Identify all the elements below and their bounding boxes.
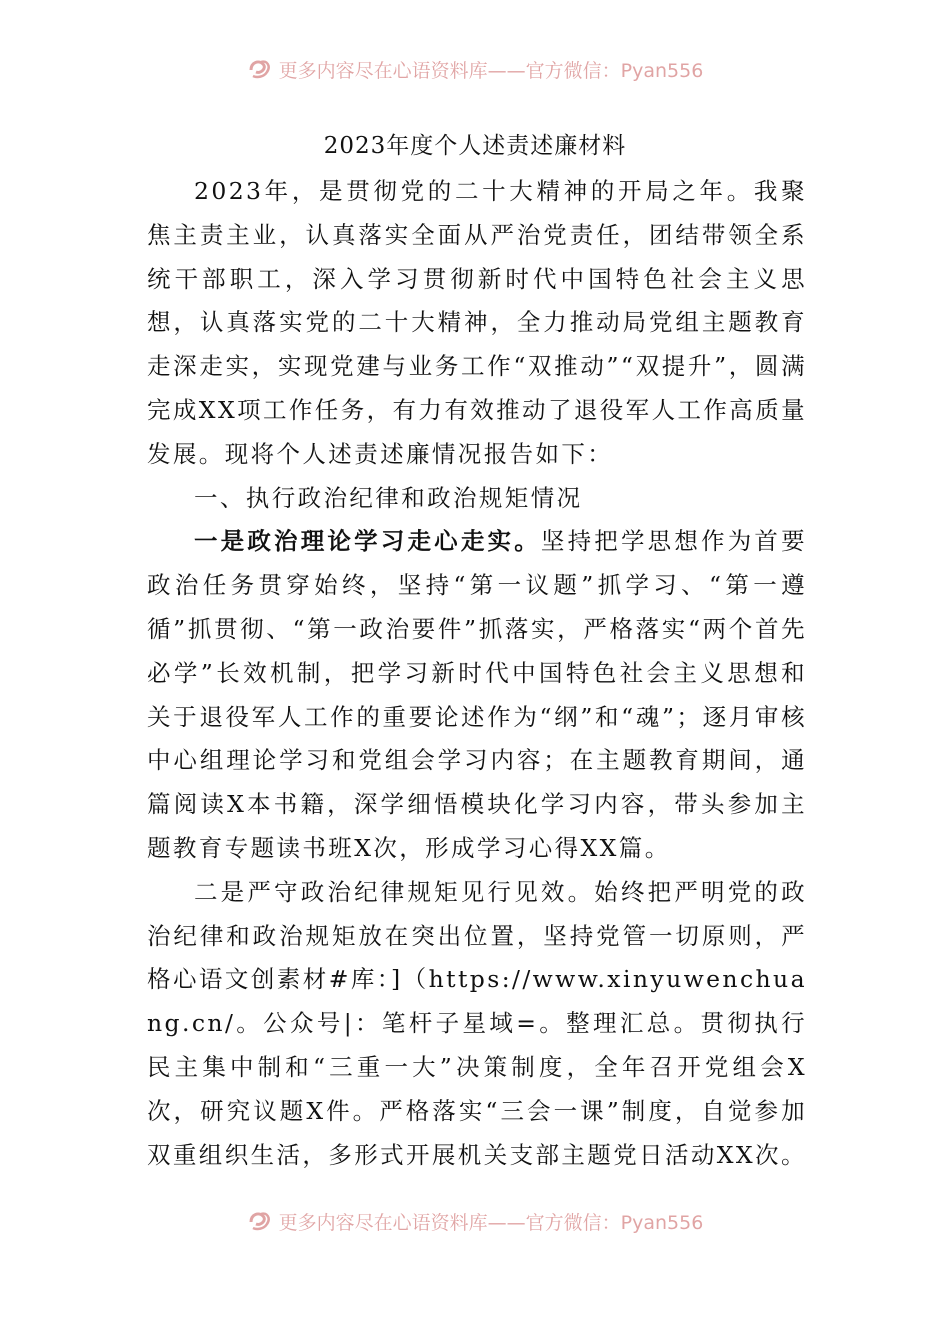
document-title: 2023年度个人述责述廉材料	[323, 133, 627, 159]
intro-paragraph: 2023年，是贯彻党的二十大精神的开局之年。我聚焦主责主业，认真落实全面从严治党责任，团结带领全系统干部职工，深入学习贯彻新时代中国特色社会主义思想，认真落实党的二十大精神，全力推动局党组主题教育走深走实，实现党建与业务工作“双推动”“双提升”，圆满完成XX项工作任务，有力有效推动了退役军人工作高质量发展。现将个人述责述廉情况报告如下：	[147, 177, 807, 468]
section-heading: 一、执行政治纪律和政治规矩情况	[194, 483, 583, 512]
item1-body: 坚持把学思想作为首要政治任务贯穿始终，坚持“第一议题”抓学习、“第一遵循”抓贯彻、“第一政治要件”抓落实，严格落实“两个首先必学”长效机制，把学习新时代中国特色社会主义思想和关于退役军人工作的重要论述作为“纲”和“魂”；逐月审核中心组理论学习和党组会学习内容；在主题教育期间，通篇阅读X本书籍，深学细悟模块化学习内容，带头参加主题教育专题读书班X次，形成学习心得XX篇。	[147, 527, 807, 862]
logo-icon	[247, 56, 273, 82]
watermark-header	[0, 54, 950, 84]
item1-lead: 一是政治理论学习走心走实。	[194, 527, 541, 556]
watermark-text: 更多内容尽在心语资料库——官方微信：Pyan556	[278, 1211, 704, 1234]
watermark-text: 更多内容尽在心语资料库——官方微信：Pyan556	[278, 59, 704, 82]
item1-paragraph	[147, 520, 807, 870]
item2-paragraph: 二是严守政治纪律规矩见行见效。始终把严明党的政治纪律和政治规矩放在突出位置，坚持党管一切原则，严格心语文创素材#库：]（https://www.xinyuwenchuang.cn/。公众号|：笔杆子星域=。整理汇总。贯彻执行民主集中制和“三重一大”决策制度，全年召开党组会X次，研究议题X件。严格落实“三会一课”制度，自觉参加双重组织生活，多形式开展机关支部主题党日活动XX次。	[147, 877, 807, 1169]
watermark-footer	[0, 1206, 950, 1236]
logo-icon	[247, 1208, 273, 1234]
document-body	[147, 170, 807, 1177]
